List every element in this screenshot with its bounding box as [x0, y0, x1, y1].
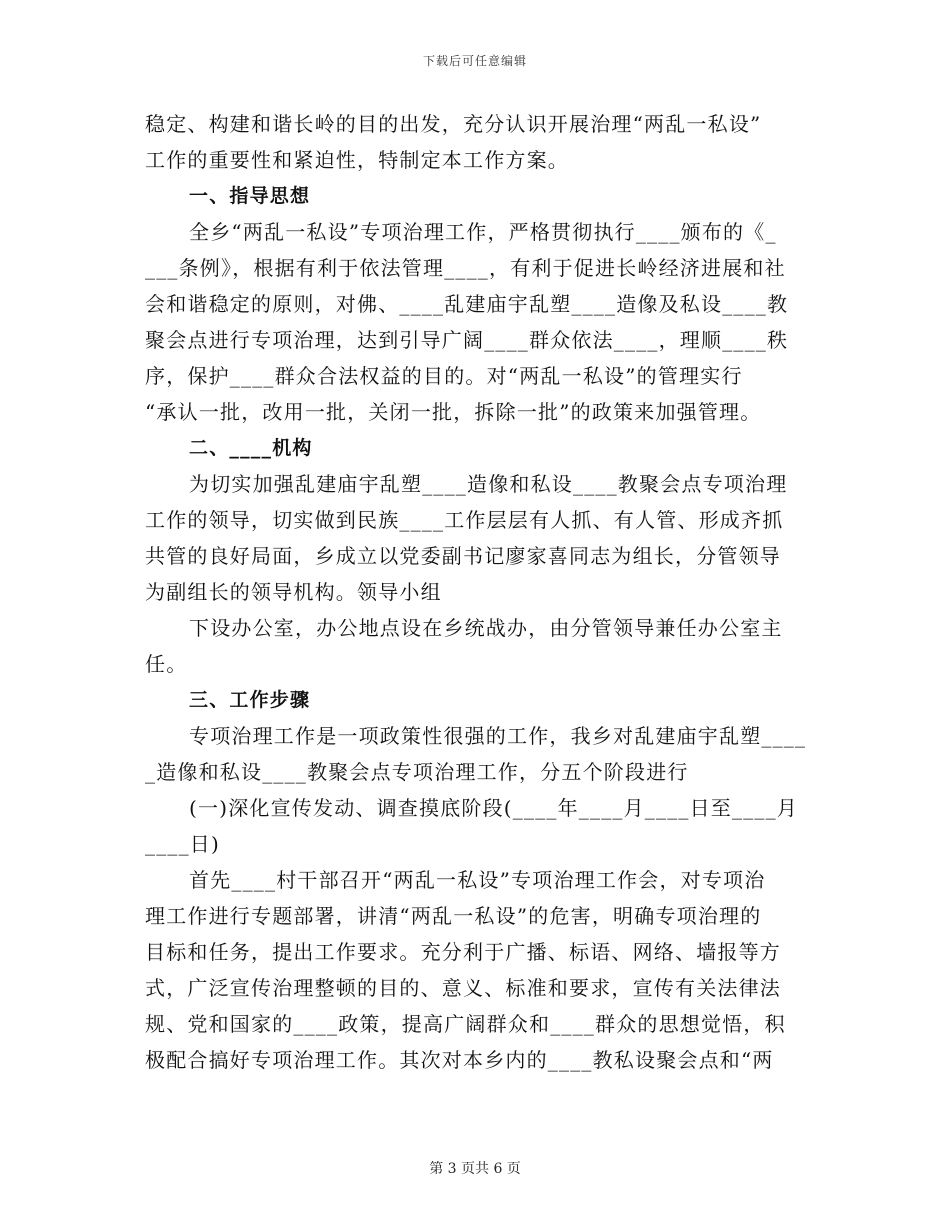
paragraph-line: 为副组长的领导机构。领导小组: [145, 580, 442, 604]
paragraph-line: 目标和任务，提出工作要求。充分利于广播、标语、网络、墙报等方: [145, 940, 781, 964]
paragraph-line: 序，保护____群众合法权益的目的。对“两乱一私设”的管理实行: [145, 364, 743, 388]
paragraph-line: (一)深化宣传发动、调查摸底阶段(____年____月____日至____月: [189, 796, 799, 820]
paragraph-line: 全乡“两乱一私设”专项治理工作，严格贯彻执行____颁布的《_: [189, 220, 777, 244]
paragraph-line: 理工作进行专题部署，讲清“两乱一私设”的危害，明确专项治理的: [145, 904, 762, 928]
paragraph-line: ___条例》，根据有利于依法管理____，有利于促进长岭经济进展和社: [145, 256, 786, 280]
paragraph-line: 极配合搞好专项治理工作。其次对本乡内的____教私设聚会点和“两: [145, 1048, 774, 1072]
page-number-footer: 第 3 页共 6 页: [429, 1161, 521, 1177]
paragraph-line: “承认一批，改用一批，关闭一批，拆除一批”的政策来加强管理。: [145, 400, 762, 424]
paragraph-line: 工作的重要性和紧迫性，特制定本工作方案。: [145, 148, 569, 172]
paragraph-line: 规、党和国家的____政策，提高广阔群众和____群众的思想觉悟，积: [145, 1012, 786, 1036]
paragraph-line: 会和谐稳定的原则，对佛、____乱建庙宇乱塑____造像及私设____教: [145, 292, 789, 316]
paragraph-line: 下设办公室，办公地点设在乡统战办，由分管领导兼任办公室主: [189, 616, 783, 640]
paragraph-line: 聚会点进行专项治理，达到引导广阔____群众依法____，理顺____秩: [145, 328, 789, 352]
section-heading: 一、指导思想: [189, 185, 311, 207]
page-header-note: 下载后可任意编辑: [422, 54, 527, 68]
paragraph-line: 首先____村干部召开“两乱一私设”专项治理工作会，对专项治: [189, 868, 766, 892]
paragraph-line: 式，广泛宣传治理整顿的目的、意义、标准和要求，宣传有关法律法: [145, 976, 781, 1000]
paragraph-line: _造像和私设____教聚会点专项治理工作，分五个阶段进行: [145, 760, 689, 784]
paragraph-line: 稳定、构建和谐长岭的目的出发，充分认识开展治理“两乱一私设”: [145, 112, 762, 136]
paragraph-line: 专项治理工作是一项政策性很强的工作，我乡对乱建庙宇乱塑____: [189, 724, 807, 748]
paragraph-line: 任。: [145, 652, 188, 676]
section-heading: 二、____机构: [189, 437, 313, 459]
paragraph-line: ____日): [145, 832, 221, 856]
paragraph-line: 共管的良好局面，乡成立以党委副书记廖家喜同志为组长，分管领导: [145, 544, 781, 568]
paragraph-line: 为切实加强乱建庙宇乱塑____造像和私设____教聚会点专项治理: [189, 472, 788, 496]
paragraph-line: 工作的领导，切实做到民族____工作层层有人抓、有人管、形成齐抓: [145, 508, 784, 532]
section-heading: 三、工作步骤: [189, 689, 311, 711]
document-body: [145, 106, 805, 1078]
